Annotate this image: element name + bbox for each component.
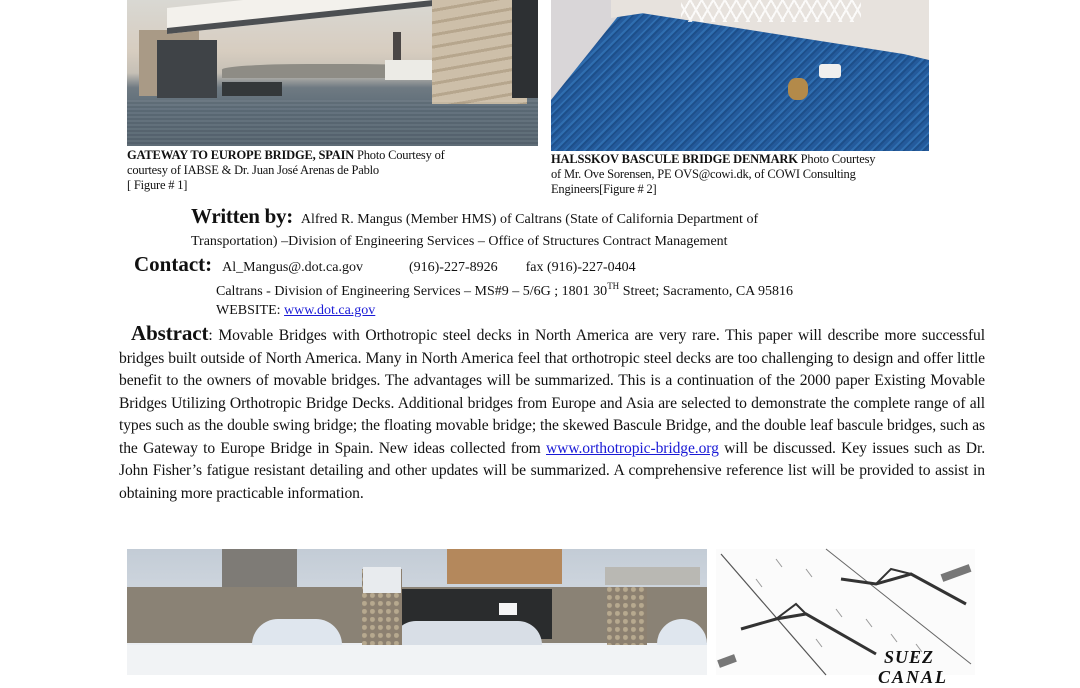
caption-credit: Photo Courtesy of xyxy=(354,148,445,162)
photo-span-opening xyxy=(392,621,542,645)
website-label: WEBSITE: xyxy=(216,303,285,318)
author-line2: Transportation) –Division of Engineering Services – Office of Structures Contract Management xyxy=(191,234,728,249)
author-line1: Alfred R. Mangus (Member HMS) of Caltrans (State of California Department of xyxy=(300,212,759,227)
abstract-label: Abstract xyxy=(131,321,209,345)
photo-arch xyxy=(252,619,342,645)
suez-label: SUEZ xyxy=(884,647,935,667)
caption-title: HALSSKOV BASCULE BRIDGE DENMARK xyxy=(551,152,798,166)
suez-sketch-drawing xyxy=(716,549,975,675)
photo-pier xyxy=(819,64,841,78)
photo-sign xyxy=(499,603,517,615)
figure-1-caption xyxy=(127,148,527,193)
photo-stone-tower xyxy=(607,587,647,653)
photo-bridge-deck xyxy=(167,0,457,34)
photo-building xyxy=(447,549,562,584)
canal-label: CANAL xyxy=(878,667,949,687)
contact-website-row xyxy=(216,301,1014,320)
photo-tower-cap xyxy=(363,567,401,593)
contact-fax: fax (916)-227-0404 xyxy=(525,260,636,275)
figure-2-halsskov-photo xyxy=(551,0,929,151)
figure-1-gateway-to-europe-photo xyxy=(127,0,538,146)
contact-phone: (916)-227-8926 xyxy=(408,260,498,275)
contact-address xyxy=(216,277,1014,301)
caption-figure-number: Engineers[Figure # 2] xyxy=(551,182,657,196)
photo-boat xyxy=(222,82,282,96)
author-label: Written by: xyxy=(191,204,293,228)
photo-water xyxy=(127,100,538,146)
orthotropic-bridge-link[interactable]: www.orthotropic-bridge.org xyxy=(546,439,719,457)
author-block xyxy=(191,205,951,253)
photo-pier-shadow xyxy=(512,0,538,98)
contact-label: Contact: xyxy=(134,252,213,276)
caption-credit-line2: of Mr. Ove Sorensen, PE OVS@cowi.dk, of COWI Consulting xyxy=(551,167,856,181)
photo-building xyxy=(605,567,700,585)
caption-credit: Photo Courtesy xyxy=(797,152,876,166)
abstract-text: : Movable Bridges with Orthotropic steel decks in North America are very rare. This paper will describe more successful bridges built outside of North America. Many in North America feel that orthotropic steel decks are too challenging to design and offer little benefit to the owners of movable bridges. The advantages will be summarized. This is a continuation of the 2000 paper Existing Movable Bridges Utilizing Orthotropic Bridge Decks. Additional bridges from Europe and Asia are selected to demonstrate the complete range of all types such as the double swing bridge; the floating movable bridge; the skewed Bascule Bridge, and the double leaf bascule bridges, such as the Gateway to Europe Bridge in Spain. New ideas collected from xyxy=(119,327,985,457)
address-text-end: Street; Sacramento, CA 95816 xyxy=(619,284,793,299)
figure-4-suez-canal-sketch xyxy=(716,549,975,687)
website-link[interactable]: www.dot.ca.gov xyxy=(284,303,376,318)
caption-credit-line2: courtesy of IABSE & Dr. Juan José Arenas de Pablo xyxy=(127,163,379,177)
contact-email[interactable]: Al_Mangus@.dot.ca.gov xyxy=(222,260,363,275)
address-text: Caltrans - Division of Engineering Services – MS#9 – 5/6G ; 1801 30 xyxy=(216,284,608,299)
photo-truss xyxy=(681,0,861,22)
photo-pylon-shadow xyxy=(157,40,217,98)
photo-ice xyxy=(127,645,707,675)
figure-2-caption xyxy=(551,152,931,197)
caption-figure-number: [ Figure # 1] xyxy=(127,178,188,192)
abstract-text-end: will be discussed. Key issues such as Dr. John Fisher’s fatigue resistant detailing and other updates will be summarized. A comprehensive reference list will be provided to assist in obtaining more practicable information. xyxy=(119,439,985,502)
contact-block xyxy=(134,252,1014,320)
abstract-paragraph xyxy=(119,322,985,505)
figure-3-canal-bridge-photo xyxy=(127,549,707,675)
address-superscript: TH xyxy=(607,281,620,291)
photo-building xyxy=(222,549,297,591)
caption-title: GATEWAY TO EUROPE BRIDGE, SPAIN xyxy=(127,148,355,162)
photo-buoy xyxy=(788,78,808,100)
